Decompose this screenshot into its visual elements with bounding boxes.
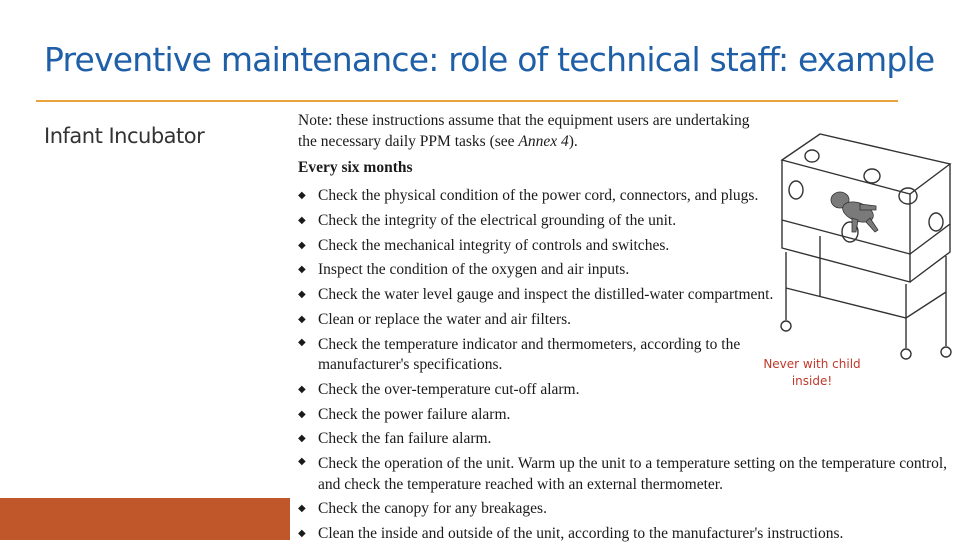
- checklist-item-line: Check the operation of the unit. Warm up the unit to a temperature setting on the temperature control,: [318, 455, 948, 473]
- checklist-item-text: Clean the inside and outside of the unit, according to the manufacturer's instructions.: [318, 524, 844, 542]
- checklist-item-text: Check the mechanical integrity of controls and switches.: [318, 236, 670, 254]
- checklist-item: [296, 403, 960, 428]
- slide-title: Preventive maintenance: role of technical staff: example: [44, 40, 935, 79]
- checklist-item-text: Check the canopy for any breakages.: [318, 500, 547, 518]
- diamond-bullet-icon: ◆: [298, 313, 306, 325]
- incubator-illustration: [760, 120, 960, 380]
- diamond-bullet-icon: ◆: [298, 527, 306, 539]
- diamond-bullet-icon: ◆: [298, 336, 306, 348]
- checklist-item-line: manufacturer's specifications.: [318, 356, 503, 374]
- diamond-bullet-icon: ◆: [298, 264, 306, 276]
- checklist-item-text: Check the over-temperature cut-off alarm.: [318, 380, 580, 398]
- note-end: ).: [568, 133, 578, 150]
- section-heading: Every six months: [298, 159, 413, 176]
- checklist-item-text: Inspect the condition of the oxygen and air inputs.: [318, 261, 630, 279]
- checklist-item-text: Check the physical condition of the power cord, connectors, and plugs.: [318, 187, 759, 204]
- diamond-bullet-icon: ◆: [298, 408, 306, 420]
- checklist-item-line: Check the temperature indicator and thermometers, according to the: [318, 335, 741, 353]
- checklist-item: [296, 452, 960, 497]
- accent-block: [0, 498, 290, 540]
- diamond-bullet-icon: ◆: [298, 239, 306, 251]
- checklist-item-text: Check the integrity of the electrical grounding of the unit.: [318, 211, 677, 229]
- title-divider: [36, 100, 898, 102]
- diamond-bullet-icon: ◆: [298, 214, 306, 226]
- document-note: [298, 110, 768, 152]
- warning-note: Never with child inside!: [763, 357, 861, 388]
- diamond-bullet-icon: ◆: [298, 383, 306, 395]
- note-text: Note: these instructions assume that the equipment users are undertaking the necessary daily PPM tasks (see: [298, 112, 750, 150]
- diamond-bullet-icon: ◆: [298, 456, 306, 468]
- checklist-item-text: Clean or replace the water and air filters.: [318, 310, 572, 328]
- diamond-bullet-icon: ◆: [298, 433, 306, 445]
- diamond-bullet-icon: ◆: [298, 190, 306, 201]
- note-annex: Annex 4: [518, 133, 569, 150]
- slide-subtitle: Infant Incubator: [44, 124, 205, 148]
- checklist-item-text: Check the water level gauge and inspect the distilled-water compartment.: [318, 286, 774, 304]
- checklist-item: [296, 427, 960, 452]
- checklist-item: [296, 522, 960, 547]
- checklist-item-text: Check the power failure alarm.: [318, 405, 511, 423]
- diamond-bullet-icon: ◆: [298, 503, 306, 515]
- checklist-item: [296, 497, 960, 522]
- checklist-item-text: Check the fan failure alarm.: [318, 430, 492, 448]
- diamond-bullet-icon: ◆: [298, 289, 306, 301]
- checklist-item-line: and check the temperature reached with an external thermometer.: [318, 475, 723, 493]
